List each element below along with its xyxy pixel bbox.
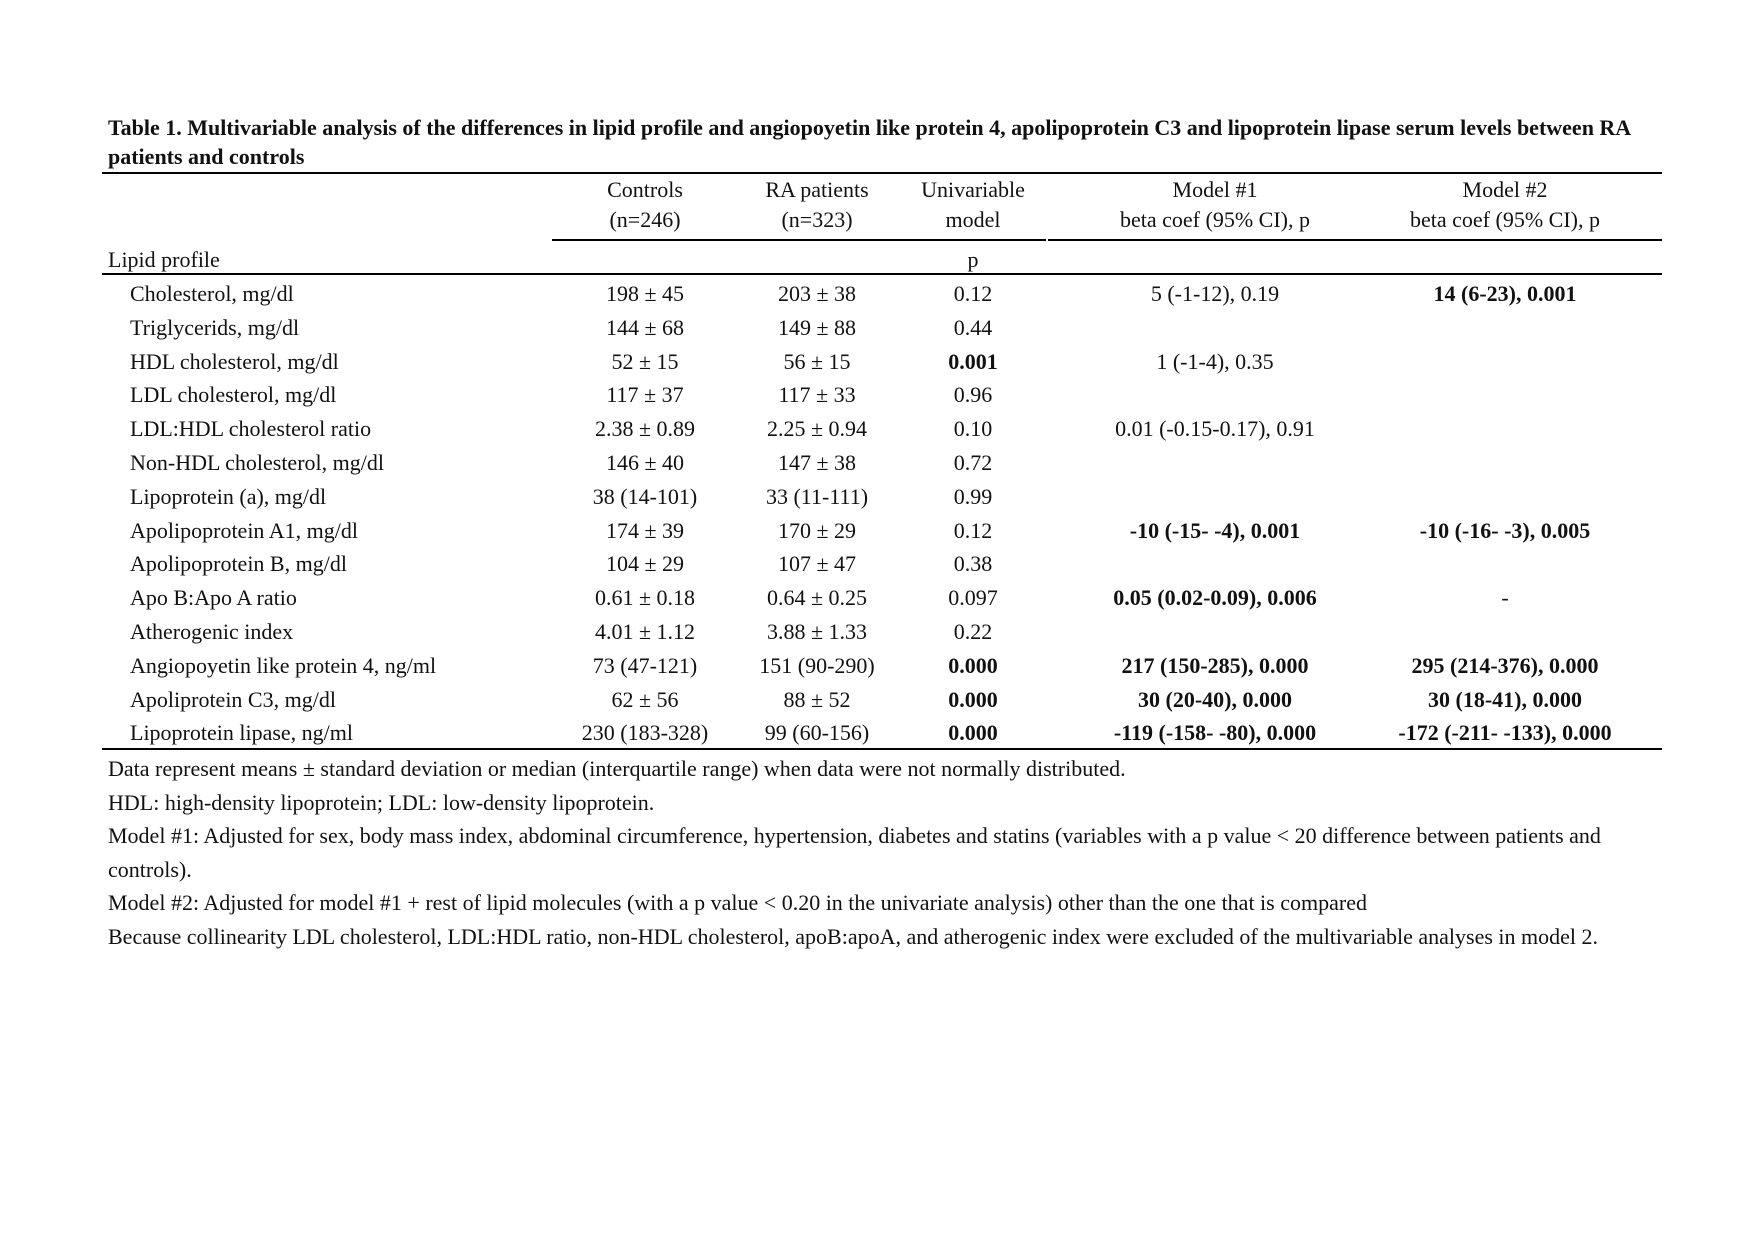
ra-value: 2.25 ± 0.94 — [766, 416, 868, 442]
ra-value: 99 (60-156) — [764, 720, 870, 746]
univariable-p-value: 0.96 — [953, 382, 993, 408]
ra-value: 149 ± 88 — [777, 314, 857, 340]
row-label: Angiopoyetin like protein 4, ng/ml — [130, 652, 437, 678]
controls-value: 52 ± 15 — [611, 348, 679, 374]
ra-value: 88 ± 52 — [783, 686, 851, 712]
row-label: Apoliprotein C3, mg/dl — [130, 686, 336, 712]
univariable-p-value: 0.000 — [948, 686, 998, 712]
row-label: Lipoprotein lipase, ng/ml — [130, 720, 354, 746]
controls-value: 104 ± 29 — [605, 551, 685, 577]
table-title: Table 1. Multivariable analysis of the differences in lipid profile and angiopoyetin like protein 4, apolipoprotein C3 and lipoprotein lipase serum levels between RA patients and controls — [108, 115, 1630, 169]
header-univariable: Univariable model — [921, 177, 1025, 232]
ra-value: 33 (11-111) — [765, 483, 869, 509]
group-rule-models — [1048, 239, 1662, 241]
row-label: Apolipoprotein A1, mg/dl — [130, 517, 358, 543]
row-label: Lipoprotein (a), mg/dl — [130, 483, 327, 509]
controls-value: 198 ± 45 — [605, 281, 685, 306]
footnote: Model #1: Adjusted for sex, body mass index, abdominal circumference, hypertension, diabetes and statins (variables with a p value < 20 difference between patients and controls). — [108, 823, 1601, 882]
row-label: Atherogenic index — [130, 619, 294, 644]
section-label-lipid-profile: Lipid profile — [108, 247, 220, 272]
univariable-p-value: 0.44 — [953, 314, 993, 340]
header-model-1: Model #1 beta coef (95% CI), p — [1120, 177, 1310, 232]
univariable-p-value: 0.000 — [948, 720, 998, 746]
univariable-p-value: 0.097 — [948, 585, 998, 611]
row-label: Cholesterol, mg/dl — [130, 281, 294, 306]
top-rule — [102, 172, 1662, 174]
header-ra-patients: RA patients (n=323) — [765, 177, 869, 232]
ra-value: 147 ± 38 — [777, 450, 857, 475]
model-2-value: - — [1501, 585, 1509, 611]
controls-value: 230 (183-328) — [581, 720, 709, 746]
controls-value: 4.01 ± 1.12 — [594, 619, 696, 644]
row-label: Triglycerids, mg/dl — [130, 314, 300, 340]
controls-value: 146 ± 40 — [605, 450, 685, 475]
model-2-value: 14 (6-23), 0.001 — [1433, 281, 1577, 306]
model-1-value: 30 (20-40), 0.000 — [1138, 686, 1292, 712]
univariable-p-value: 0.38 — [953, 551, 993, 577]
model-2-value: -10 (-16- -3), 0.005 — [1419, 517, 1591, 543]
model-1-value: -10 (-15- -4), 0.001 — [1129, 517, 1301, 543]
controls-value: 144 ± 68 — [605, 314, 685, 340]
table-footnotes — [108, 752, 1668, 953]
row-label: HDL cholesterol, mg/dl — [130, 348, 339, 374]
footnote: Because collinearity LDL cholesterol, LDL:HDL ratio, non-HDL cholesterol, apoB:apoA, and atherogenic index were excluded of the multivariable analyses in model 2. — [108, 923, 1599, 949]
controls-value: 38 (14-101) — [592, 483, 698, 509]
model-2-value: 295 (214-376), 0.000 — [1411, 652, 1599, 678]
univariable-p-value: 0.12 — [953, 517, 993, 543]
model-1-value: 0.05 (0.02-0.09), 0.006 — [1113, 585, 1317, 611]
row-label: LDL cholesterol, mg/dl — [130, 382, 337, 408]
header-univariable-p: p — [967, 247, 979, 272]
ra-value: 170 ± 29 — [777, 517, 857, 543]
univariable-p-value: 0.001 — [948, 348, 998, 374]
model-1-value: 217 (150-285), 0.000 — [1121, 652, 1309, 678]
ra-value: 3.88 ± 1.33 — [766, 619, 868, 644]
controls-value: 174 ± 39 — [605, 517, 685, 543]
controls-value: 2.38 ± 0.89 — [594, 416, 696, 442]
footnote: HDL: high-density lipoprotein; LDL: low-density lipoprotein. — [108, 789, 655, 815]
model-1-value: 5 (-1-12), 0.19 — [1150, 281, 1280, 306]
univariable-p-value: 0.10 — [953, 416, 993, 442]
univariable-p-value: 0.72 — [953, 450, 993, 475]
controls-value: 73 (47-121) — [592, 652, 698, 678]
ra-value: 107 ± 47 — [777, 551, 857, 577]
header-bottom-rule — [102, 273, 1662, 275]
univariable-p-value: 0.000 — [948, 652, 998, 678]
header-controls: Controls (n=246) — [607, 177, 683, 232]
model-1-value: 0.01 (-0.15-0.17), 0.91 — [1115, 416, 1315, 442]
ra-value: 0.64 ± 0.25 — [766, 585, 868, 611]
controls-value: 0.61 ± 0.18 — [594, 585, 696, 611]
row-label: Apo B:Apo A ratio — [130, 585, 297, 611]
ra-value: 151 (90-290) — [759, 652, 875, 678]
univariable-p-value: 0.22 — [953, 619, 993, 644]
model-1-value: 1 (-1-4), 0.35 — [1156, 348, 1274, 374]
ra-value: 203 ± 38 — [777, 281, 857, 306]
footnote: Model #2: Adjusted for model #1 + rest of lipid molecules (with a p value < 0.20 in the univariate analysis) other than the one that is compared — [108, 890, 1367, 915]
controls-value: 62 ± 56 — [611, 686, 679, 712]
univariable-p-value: 0.99 — [953, 483, 993, 509]
ra-value: 117 ± 33 — [778, 382, 856, 408]
row-label: Non-HDL cholesterol, mg/dl — [130, 450, 384, 475]
group-rule-descriptive — [552, 239, 1046, 241]
ra-value: 56 ± 15 — [783, 348, 851, 374]
row-label: LDL:HDL cholesterol ratio — [130, 416, 372, 442]
univariable-p-value: 0.12 — [953, 281, 993, 306]
model-1-value: -119 (-158- -80), 0.000 — [1113, 720, 1317, 746]
model-2-value: -172 (-211- -133), 0.000 — [1398, 720, 1612, 746]
model-2-value: 30 (18-41), 0.000 — [1428, 686, 1582, 712]
header-model-2: Model #2 beta coef (95% CI), p — [1410, 177, 1600, 232]
footnote: Data represent means ± standard deviation or median (interquartile range) when data were not normally distributed. — [108, 756, 1126, 781]
row-label: Apolipoprotein B, mg/dl — [130, 551, 347, 577]
controls-value: 117 ± 37 — [606, 382, 684, 408]
